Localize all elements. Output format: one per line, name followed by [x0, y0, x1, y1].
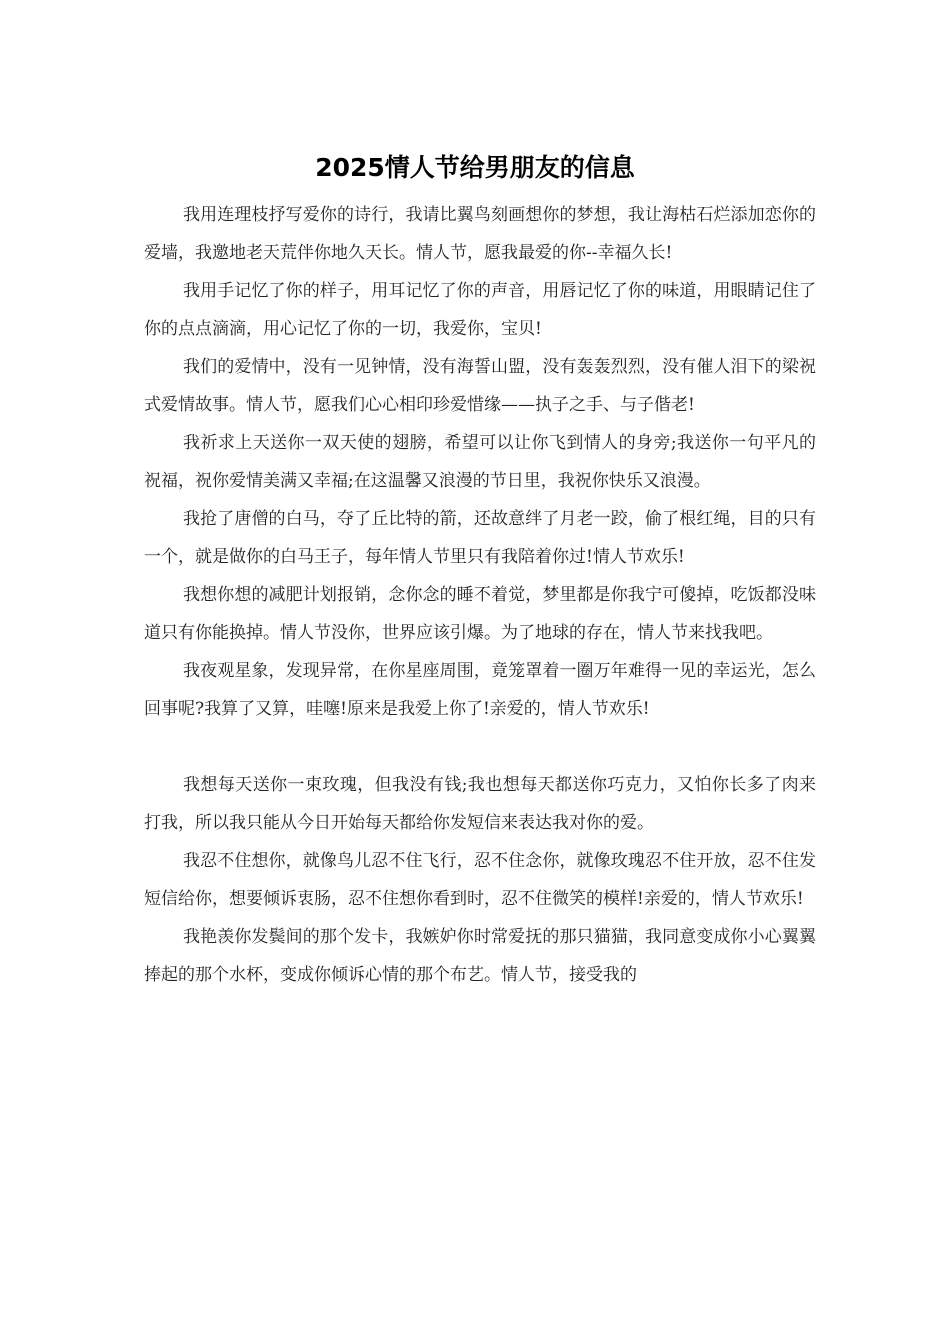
paragraph-2: 我用手记忆了你的样子，用耳记忆了你的声音，用唇记忆了你的味道，用眼睛记住了你的点点滴滴，用心记忆了你的一切，我爱你，宝贝! — [144, 281, 816, 339]
paragraph-6: 我想你想的减肥计划报销，念你念的睡不着觉，梦里都是你我宁可傻掉，吃饭都没味道只有你能换掉。情人节没你，世界应该引爆。为了地球的存在，情人节来找我吧。 — [144, 585, 816, 643]
paragraph-5: 我抢了唐僧的白马，夺了丘比特的箭，还故意绊了月老一跤，偷了根红绳，目的只有一个，就是做你的白马王子，每年情人节里只有我陪着你过!情人节欢乐! — [144, 509, 816, 567]
paragraph-10: 我艳羡你发鬓间的那个发卡，我嫉妒你时常爱抚的那只猫猫，我同意变成你小心翼翼捧起的那个水杯，变成你倾诉心情的那个布艺。情人节，接受我的 — [144, 927, 816, 985]
paragraph-1: 我用连理枝抒写爱你的诗行，我请比翼鸟刻画想你的梦想，我让海枯石烂添加恋你的爱墙，我邀地老天荒伴你地久天长。情人节，愿我最爱的你--幸福久长! — [144, 205, 816, 263]
paragraph-8: 我想每天送你一束玫瑰，但我没有钱;我也想每天都送你巧克力，又怕你长多了肉来打我，所以我只能从今日开始每天都给你发短信来表达我对你的爱。 — [144, 775, 816, 833]
paragraph-3: 我们的爱情中，没有一见钟情，没有海誓山盟，没有轰轰烈烈，没有催人泪下的梁祝式爱情故事。情人节，愿我们心心相印珍爱惜缘——执子之手、与子偕老! — [144, 357, 816, 415]
paragraph-4: 我祈求上天送你一双天使的翅膀，希望可以让你飞到情人的身旁;我送你一句平凡的祝福，祝你爱情美满又幸福;在这温馨又浪漫的节日里，我祝你快乐又浪漫。 — [144, 433, 816, 491]
paragraph-7: 我夜观星象，发现异常，在你星座周围，竟笼罩着一圈万年难得一见的幸运光，怎么回事呢?我算了又算，哇噻!原来是我爱上你了!亲爱的，情人节欢乐! — [144, 661, 816, 719]
paragraph-9: 我忍不住想你，就像鸟儿忍不住飞行，忍不住念你，就像玫瑰忍不住开放，忍不住发短信给你，想要倾诉衷肠，忍不住想你看到时，忍不住微笑的模样!亲爱的，情人节欢乐! — [144, 851, 816, 909]
document-title: 2025情人节给男朋友的信息 — [315, 153, 635, 182]
document-body — [144, 196, 816, 994]
